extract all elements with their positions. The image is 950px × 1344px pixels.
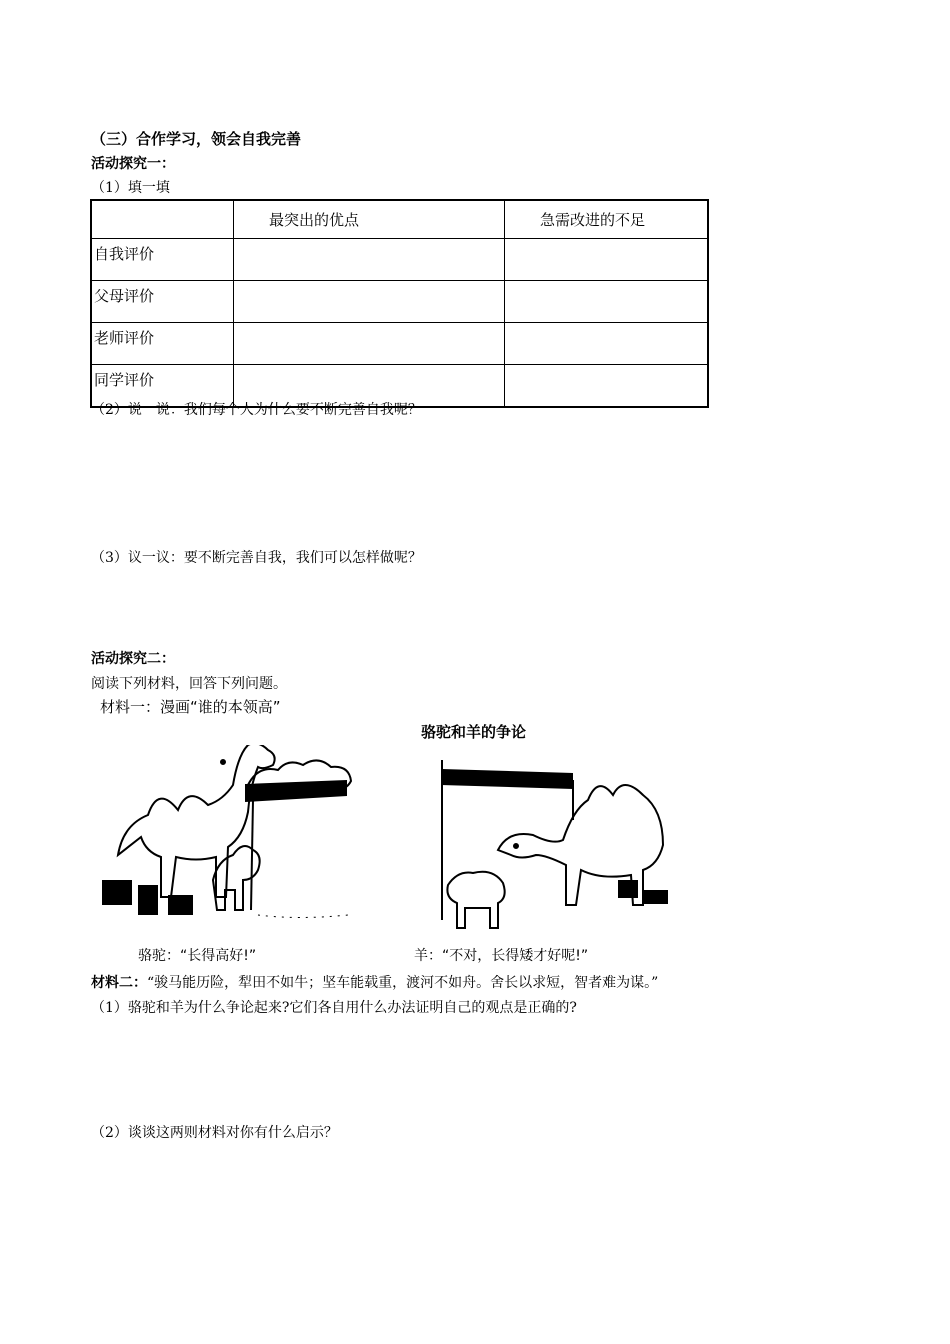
- table-header-cell: 急需改进的不足: [505, 200, 709, 239]
- material2: [91, 972, 658, 992]
- table-cell[interactable]: [234, 239, 505, 281]
- activity2-q2: （2）谈谈这两则材料对你有什么启示？: [91, 1125, 338, 1141]
- table-row: [91, 239, 708, 281]
- cartoon-title: 骆驼和羊的争论: [421, 723, 527, 741]
- table-row-label: 自我评价: [91, 239, 234, 281]
- table-header-cell: [91, 200, 234, 239]
- ground-rocks: [102, 880, 193, 915]
- table-cell[interactable]: [234, 281, 505, 323]
- table-row: [91, 323, 708, 365]
- activity2-q1: （1）骆驼和羊为什么争论起来?它们各自用什么办法证明自己的观点是正确的?: [91, 1000, 577, 1016]
- activity1-q2: （2）说一说：我们每个人为什么要不断完善自我呢？: [91, 402, 422, 418]
- material1-text: 材料一：漫画“谁的本领高”: [100, 698, 281, 716]
- activity2-intro: 阅读下列材料，回答下列问题。: [91, 676, 287, 692]
- roof-icon: [442, 760, 573, 920]
- table-cell[interactable]: [505, 365, 709, 408]
- table-row-label: 老师评价: [91, 323, 234, 365]
- activity1-title: 活动探究一：: [91, 156, 175, 172]
- camel-bending-cartoon: [438, 750, 690, 930]
- camel-eating-cartoon: [98, 745, 358, 930]
- table-header-row: [91, 200, 708, 239]
- sheep-icon: [447, 872, 504, 928]
- table-cell[interactable]: [505, 323, 709, 365]
- caption-right: 羊：“不对，长得矮才好呢!”: [414, 948, 589, 964]
- material2-label: 材料二：: [91, 975, 147, 991]
- activity2-title: 活动探究二：: [91, 651, 175, 667]
- caption-left: 骆驼：“长得高好!”: [138, 948, 257, 964]
- tree-icon: [246, 760, 351, 910]
- activity1-q3: （3）议一议：要不断完善自我，我们可以怎样做呢？: [91, 550, 422, 566]
- table-row: [91, 281, 708, 323]
- evaluation-table: [90, 199, 709, 408]
- table-row-label: 父母评价: [91, 281, 234, 323]
- material1-label: [100, 696, 281, 717]
- table-cell[interactable]: [505, 281, 709, 323]
- section-title: （三）合作学习，领会自我完善: [91, 130, 302, 148]
- activity1-q1: （1）填一填: [91, 180, 170, 196]
- table-header-cell: 最突出的优点: [234, 200, 505, 239]
- material2-text: “骏马能历险，犁田不如牛；坚车能载重，渡河不如舟。舍长以求短，智者难为谋。”: [147, 975, 659, 991]
- table-cell[interactable]: [234, 323, 505, 365]
- table-row-label: 同学评价: [91, 365, 234, 408]
- table-cell[interactable]: [505, 239, 709, 281]
- camel-icon: [498, 785, 663, 905]
